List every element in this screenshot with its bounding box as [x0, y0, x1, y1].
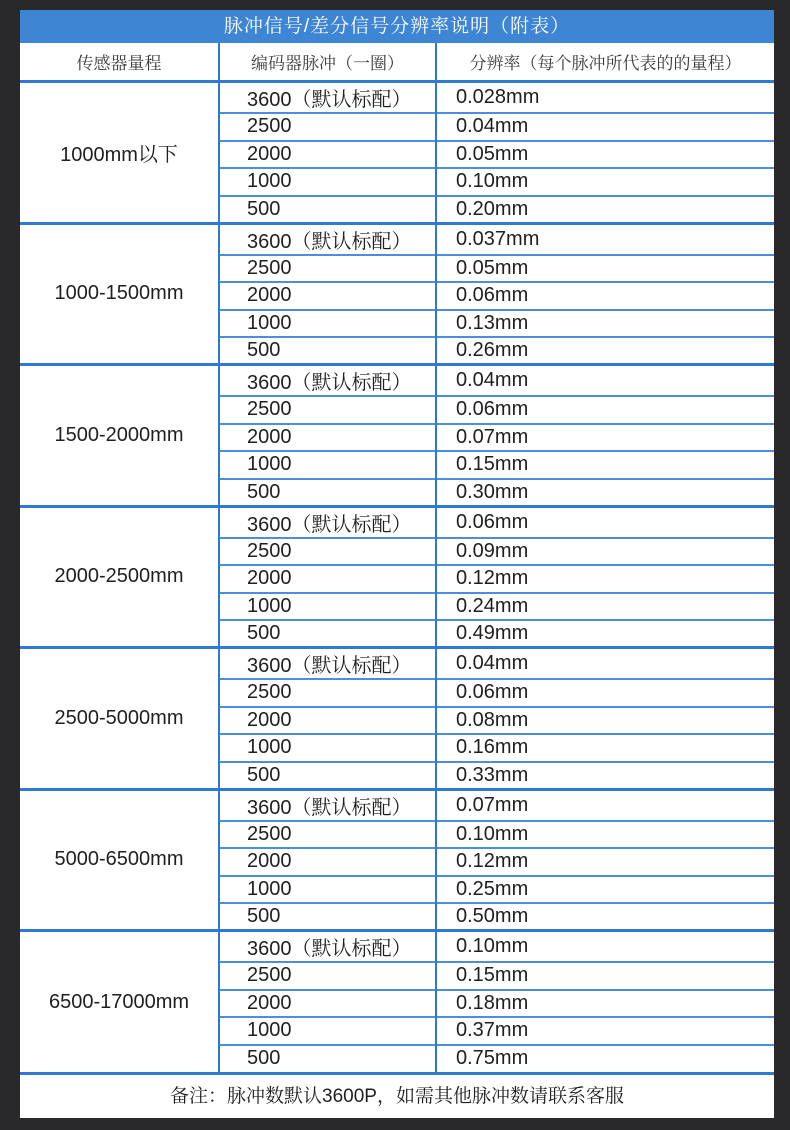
table-row	[20, 365, 774, 397]
resolution-cell: 0.50mm	[436, 903, 774, 931]
encoder-pulse-cell: 3600（默认标配）	[219, 506, 436, 538]
spec-panel	[20, 10, 774, 1118]
encoder-pulse-cell: 1000	[219, 451, 436, 479]
encoder-pulse-cell: 3600（默认标配）	[219, 931, 436, 963]
encoder-pulse-cell: 2000	[219, 141, 436, 169]
resolution-cell: 0.37mm	[436, 1017, 774, 1045]
encoder-pulse-cell: 500	[219, 762, 436, 790]
encoder-pulse-cell: 2500	[219, 538, 436, 566]
table-row	[20, 223, 774, 255]
resolution-cell: 0.08mm	[436, 707, 774, 735]
encoder-pulse-cell: 1000	[219, 1017, 436, 1045]
encoder-pulse-cell: 1000	[219, 593, 436, 621]
resolution-cell: 0.04mm	[436, 648, 774, 680]
resolution-cell: 0.05mm	[436, 255, 774, 283]
table-row	[20, 789, 774, 821]
resolution-cell: 0.07mm	[436, 424, 774, 452]
resolution-cell: 0.06mm	[436, 396, 774, 424]
encoder-pulse-cell: 3600（默认标配）	[219, 789, 436, 821]
encoder-pulse-cell: 2000	[219, 282, 436, 310]
resolution-cell: 0.04mm	[436, 365, 774, 397]
resolution-cell: 0.75mm	[436, 1045, 774, 1073]
sensor-range-cell: 6500-17000mm	[20, 931, 219, 1073]
resolution-cell: 0.49mm	[436, 620, 774, 648]
resolution-cell: 0.10mm	[436, 168, 774, 196]
encoder-pulse-cell: 2000	[219, 990, 436, 1018]
resolution-cell: 0.24mm	[436, 593, 774, 621]
encoder-pulse-cell: 1000	[219, 310, 436, 338]
sensor-range-cell: 1000-1500mm	[20, 223, 219, 365]
resolution-cell: 0.12mm	[436, 565, 774, 593]
encoder-pulse-cell: 2500	[219, 821, 436, 849]
resolution-cell: 0.16mm	[436, 734, 774, 762]
encoder-pulse-cell: 500	[219, 196, 436, 224]
encoder-pulse-cell: 3600（默认标配）	[219, 648, 436, 680]
resolution-cell: 0.13mm	[436, 310, 774, 338]
encoder-pulse-cell: 3600（默认标配）	[219, 365, 436, 397]
table-body	[20, 82, 774, 1073]
encoder-pulse-cell: 2500	[219, 396, 436, 424]
encoder-pulse-cell: 500	[219, 479, 436, 507]
resolution-table	[20, 43, 774, 1072]
sensor-range-cell: 1500-2000mm	[20, 365, 219, 507]
encoder-pulse-cell: 2500	[219, 255, 436, 283]
resolution-cell: 0.06mm	[436, 679, 774, 707]
resolution-cell: 0.15mm	[436, 962, 774, 990]
resolution-cell: 0.06mm	[436, 282, 774, 310]
encoder-pulse-cell: 2000	[219, 707, 436, 735]
encoder-pulse-cell: 500	[219, 903, 436, 931]
encoder-pulse-cell: 2500	[219, 679, 436, 707]
encoder-pulse-cell: 1000	[219, 168, 436, 196]
table-header-row	[20, 43, 774, 82]
table-row	[20, 506, 774, 538]
resolution-cell: 0.04mm	[436, 113, 774, 141]
resolution-cell: 0.09mm	[436, 538, 774, 566]
resolution-cell: 0.30mm	[436, 479, 774, 507]
resolution-cell: 0.05mm	[436, 141, 774, 169]
resolution-cell: 0.33mm	[436, 762, 774, 790]
encoder-pulse-cell: 1000	[219, 734, 436, 762]
encoder-pulse-cell: 3600（默认标配）	[219, 82, 436, 114]
resolution-cell: 0.07mm	[436, 789, 774, 821]
header-sensor-range: 传感器量程	[20, 43, 219, 82]
encoder-pulse-cell: 500	[219, 337, 436, 365]
encoder-pulse-cell: 500	[219, 1045, 436, 1073]
resolution-cell: 0.028mm	[436, 82, 774, 114]
resolution-cell: 0.06mm	[436, 506, 774, 538]
resolution-cell: 0.037mm	[436, 223, 774, 255]
resolution-cell: 0.26mm	[436, 337, 774, 365]
resolution-cell: 0.15mm	[436, 451, 774, 479]
resolution-cell: 0.20mm	[436, 196, 774, 224]
encoder-pulse-cell: 2000	[219, 565, 436, 593]
sensor-range-cell: 1000mm以下	[20, 82, 219, 224]
footer-note: 备注：脉冲数默认3600P，如需其他脉冲数请联系客服	[20, 1072, 774, 1118]
table-title: 脉冲信号/差分信号分辨率说明（附表）	[20, 10, 774, 43]
table-row	[20, 648, 774, 680]
table-row	[20, 82, 774, 114]
encoder-pulse-cell: 2500	[219, 113, 436, 141]
encoder-pulse-cell: 2500	[219, 962, 436, 990]
header-encoder-pulse: 编码器脉冲（一圈）	[219, 43, 436, 82]
resolution-cell: 0.10mm	[436, 931, 774, 963]
encoder-pulse-cell: 500	[219, 620, 436, 648]
table-row	[20, 931, 774, 963]
resolution-cell: 0.18mm	[436, 990, 774, 1018]
encoder-pulse-cell: 3600（默认标配）	[219, 223, 436, 255]
sensor-range-cell: 5000-6500mm	[20, 789, 219, 931]
encoder-pulse-cell: 2000	[219, 424, 436, 452]
header-resolution: 分辨率（每个脉冲所代表的的量程）	[436, 43, 774, 82]
encoder-pulse-cell: 2000	[219, 848, 436, 876]
sensor-range-cell: 2500-5000mm	[20, 648, 219, 790]
sensor-range-cell: 2000-2500mm	[20, 506, 219, 648]
resolution-cell: 0.12mm	[436, 848, 774, 876]
resolution-cell: 0.10mm	[436, 821, 774, 849]
encoder-pulse-cell: 1000	[219, 876, 436, 904]
resolution-cell: 0.25mm	[436, 876, 774, 904]
